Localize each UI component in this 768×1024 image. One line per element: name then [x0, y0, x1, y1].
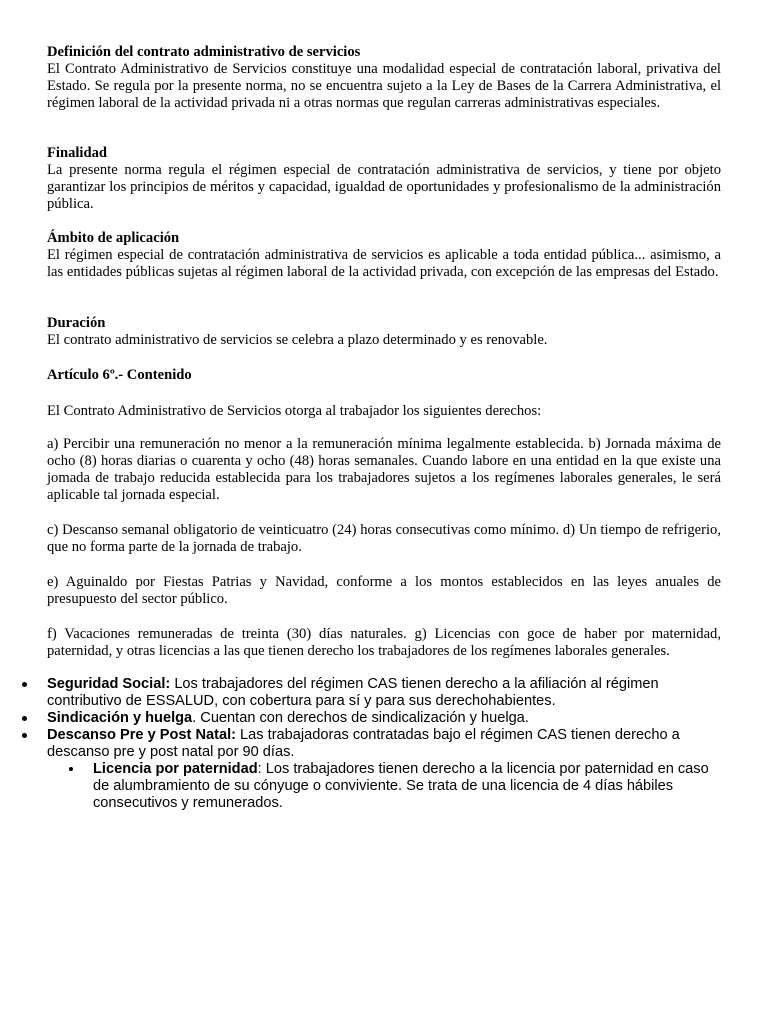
rights-bullet-list — [0, 676, 768, 812]
section-body: El Contrato Administrativo de Servicios constituye una modalidad especial de contratación laboral, privativa del Estado. Se regula por la presente norma, no se encuentra sujeto a la Ley de Bases de la Carrera Administrativa, el régimen laboral de la actividad privada ni a otras normas que regulan carreras administrativas especiales. — [47, 61, 721, 111]
bullet-icon — [69, 767, 73, 771]
section-heading: Definición del contrato administrativo de servicios — [47, 44, 361, 60]
section-body: El régimen especial de contratación administrativa de servicios es aplicable a toda entidad pública... asimismo, a las entidades públicas sujetas al régimen laboral de la actividad privada, con excepción de las empresas del Estado. — [47, 247, 721, 280]
item-text: Los trabajadores del régimen CAS tienen derecho a la afiliación al régimen contributivo de ESSALUD, con cobertura para sí y para sus derechohabientes. — [47, 676, 659, 709]
item-label: Licencia por paternidad — [93, 761, 258, 777]
section-ambito — [47, 230, 721, 281]
section-duracion — [47, 315, 721, 349]
section-definicion — [47, 44, 721, 112]
item-label: Descanso Pre y Post Natal: — [47, 727, 236, 743]
section-body: El contrato administrativo de servicios se celebra a plazo determinado y es renovable. — [47, 332, 548, 348]
bullet-icon — [22, 716, 27, 721]
item-text: Las trabajadoras contratadas bajo el régimen CAS tienen derecho a descanso pre y post natal por 90 días. — [47, 727, 680, 760]
article-heading: Artículo 6º.- Contenido — [47, 367, 192, 383]
section-finalidad — [47, 145, 721, 213]
section-heading: Ámbito de aplicación — [47, 230, 180, 246]
item-label: Sindicación y huelga — [47, 710, 193, 726]
article-intro: El Contrato Administrativo de Servicios otorga al trabajador los siguientes derechos: — [47, 403, 542, 419]
item-text: . Cuentan con derechos de sindicalización y huelga. — [192, 710, 529, 726]
item-text: : Los trabajadores tienen derecho a la licencia por paternidad en caso de alumbramiento de su cónyuge o conviviente. Se trata de una licencia de 4 días hábiles consecutivos y remunerados. — [93, 761, 709, 811]
article-paragraph-3: e) Aguinaldo por Fiestas Patrias y Navidad, conforme a los montos establecidos en las leyes anuales de presupuesto del sector público. — [47, 574, 721, 607]
article-paragraph-2: c) Descanso semanal obligatorio de veinticuatro (24) horas consecutivas como mínimo. d) Un tiempo de refrigerio, que no forma parte de la jornada de trabajo. — [47, 522, 721, 555]
list-item — [0, 710, 721, 727]
sub-list-item — [0, 761, 713, 812]
item-label: Seguridad Social: — [47, 676, 171, 692]
section-body: La presente norma regula el régimen especial de contratación administrativa de servicios, y tiene por objeto garantizar los principios de méritos y capacidad, igualdad de oportunidades y profesionalismo de la administración pública. — [47, 162, 721, 212]
section-heading: Finalidad — [47, 145, 108, 161]
article-paragraph-4: f) Vacaciones remuneradas de treinta (30) días naturales. g) Licencias con goce de haber por maternidad, paternidad, y otras licencias a las que tienen derecho los trabajadores de los regímenes laborales generales. — [47, 626, 721, 659]
article-paragraph-1: a) Percibir una remuneración no menor a la remuneración mínima legalmente establecida. b) Jornada máxima de ocho (8) horas diarias o cuarenta y ocho (48) horas semanales. Cuando labore en una entidad en la que existe una jomada de trabajo reducida establecida para los trabajadores sujetos a los regímenes laborales generales, le será aplicable tal jornada especial. — [47, 436, 721, 503]
bullet-icon — [22, 733, 27, 738]
section-heading: Duración — [47, 315, 106, 331]
list-item — [0, 727, 721, 761]
list-item — [0, 676, 721, 710]
bullet-icon — [22, 682, 27, 687]
